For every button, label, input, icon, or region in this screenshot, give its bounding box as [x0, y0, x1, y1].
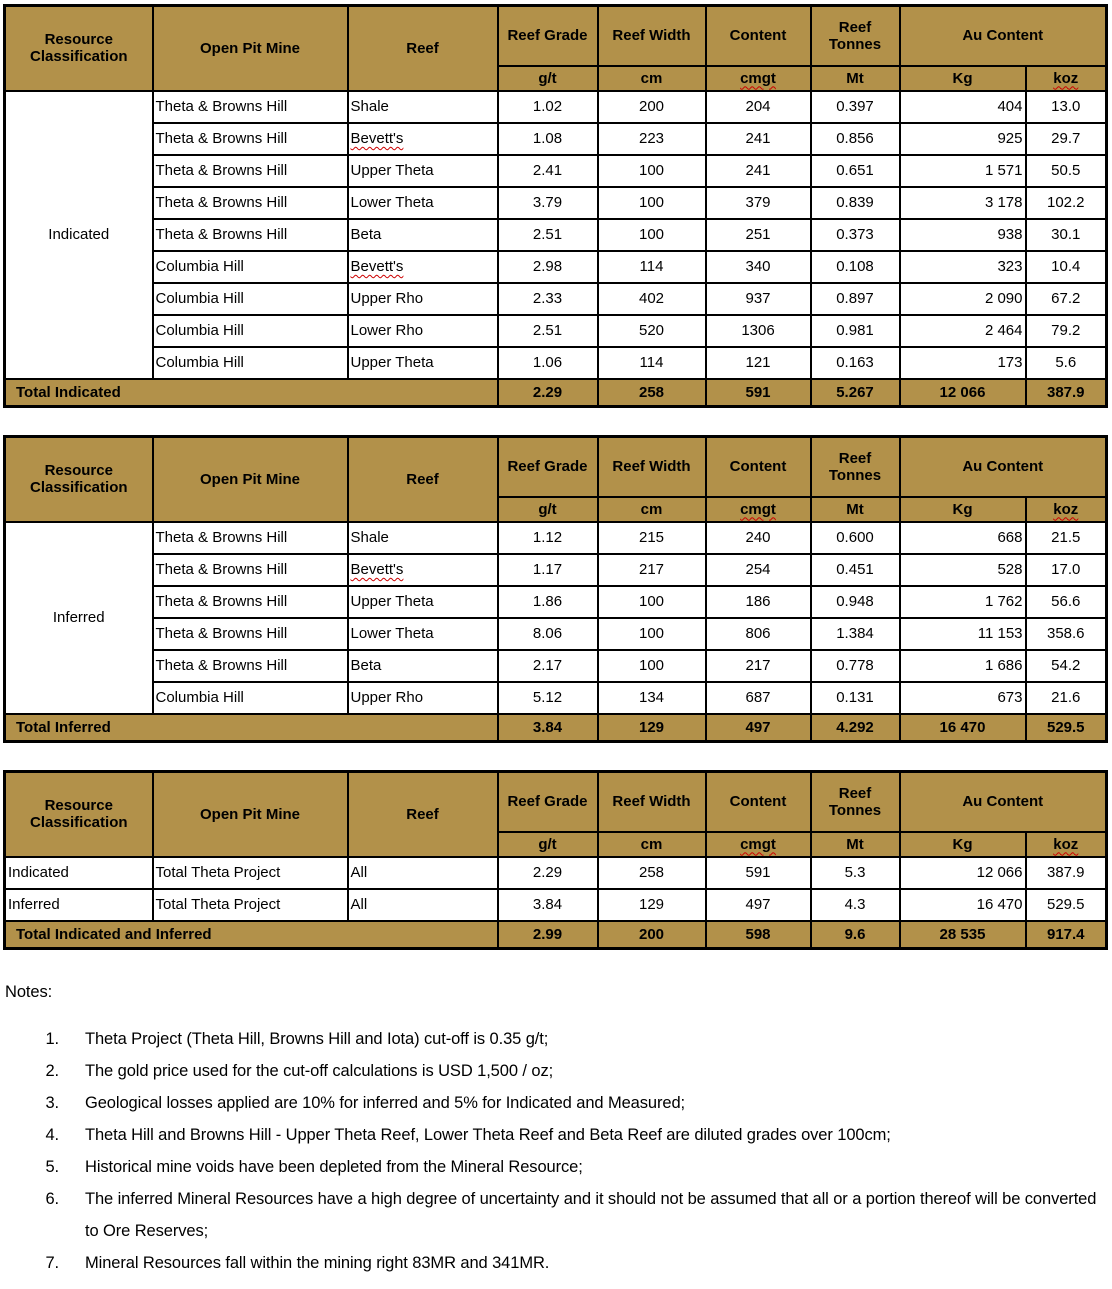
grade-cell: 2.17 [498, 650, 598, 682]
kg-cell: 404 [900, 91, 1026, 123]
kg-cell: 1 571 [900, 155, 1026, 187]
koz-cell: 5.6 [1026, 347, 1107, 379]
open-pit-mine-header: Open Pit Mine [153, 437, 348, 522]
note-number: 6. [45, 1190, 59, 1208]
classification-cell: Inferred [5, 522, 153, 714]
kg-cell: 938 [900, 219, 1026, 251]
koz-cell: 67.2 [1026, 283, 1107, 315]
reef-tonnes-header: Reef Tonnes [811, 6, 900, 66]
tonnes-cell: 4.292 [811, 714, 900, 742]
table-row [5, 889, 1107, 921]
grade-cell: 2.51 [498, 315, 598, 347]
grade-cell: 1.08 [498, 123, 598, 155]
mine-cell: Theta & Browns Hill [153, 155, 348, 187]
note-number: 3. [45, 1094, 59, 1112]
reef-tonnes-header: Reef Tonnes [811, 437, 900, 497]
reef-header: Reef [348, 6, 498, 91]
tonnes-cell: 0.373 [811, 219, 900, 251]
note-text: Theta Project (Theta Hill, Browns Hill and Iota) cut-off is 0.35 g/t; [85, 1030, 549, 1048]
au-content-header: Au Content [900, 6, 1107, 66]
kg-unit: Kg [900, 832, 1026, 857]
table-row [5, 554, 1107, 586]
content-cell: 687 [706, 682, 811, 714]
au-content-header: Au Content [900, 437, 1107, 497]
reef-cell: Lower Theta [348, 187, 498, 219]
width-cell: 134 [598, 682, 706, 714]
tonnes-cell: 5.3 [811, 857, 900, 889]
grade-cell: 1.06 [498, 347, 598, 379]
inferred-resources-table [3, 435, 1108, 743]
content-cell: 806 [706, 618, 811, 650]
tonnes-unit: Mt [811, 832, 900, 857]
reef-cell: Upper Rho [348, 682, 498, 714]
tonnes-cell: 4.3 [811, 889, 900, 921]
tonnes-cell: 1.384 [811, 618, 900, 650]
content-unit: cmgt [706, 832, 811, 857]
open-pit-mine-header: Open Pit Mine [153, 6, 348, 91]
classification-header: Resource Classification [5, 772, 153, 857]
content-cell: 186 [706, 586, 811, 618]
tonnes-cell: 0.600 [811, 522, 900, 554]
grade-cell: 2.33 [498, 283, 598, 315]
kg-cell: 528 [900, 554, 1026, 586]
width-cell: 100 [598, 650, 706, 682]
grade-cell: 2.41 [498, 155, 598, 187]
list-item [3, 1055, 1108, 1087]
grade-cell: 2.29 [498, 379, 598, 407]
width-cell: 200 [598, 91, 706, 123]
total-indicated-row [5, 379, 1107, 407]
width-cell: 215 [598, 522, 706, 554]
grade-unit: g/t [498, 66, 598, 91]
koz-cell: 79.2 [1026, 315, 1107, 347]
mine-cell: Theta & Browns Hill [153, 219, 348, 251]
tonnes-unit: Mt [811, 497, 900, 522]
grade-cell: 2.98 [498, 251, 598, 283]
mine-cell: Total Theta Project [153, 857, 348, 889]
au-content-header: Au Content [900, 772, 1107, 832]
table-row [5, 123, 1107, 155]
list-item [3, 1087, 1108, 1119]
mine-cell: Total Theta Project [153, 889, 348, 921]
tonnes-cell: 0.839 [811, 187, 900, 219]
content-header: Content [706, 6, 811, 66]
koz-cell: 30.1 [1026, 219, 1107, 251]
width-cell: 129 [598, 889, 706, 921]
width-cell: 114 [598, 347, 706, 379]
kg-cell: 12 066 [900, 857, 1026, 889]
classification-cell: Indicated [5, 91, 153, 379]
grade-cell: 1.17 [498, 554, 598, 586]
reef-cell: Bevett's [348, 251, 498, 283]
grade-cell: 1.02 [498, 91, 598, 123]
koz-cell: 56.6 [1026, 586, 1107, 618]
mine-cell: Theta & Browns Hill [153, 618, 348, 650]
kg-cell: 1 762 [900, 586, 1026, 618]
note-number: 7. [45, 1254, 59, 1272]
total-label: Total Indicated and Inferred [5, 921, 498, 949]
reef-grade-header: Reef Grade [498, 437, 598, 497]
mine-cell: Columbia Hill [153, 682, 348, 714]
indicated-resources-table [3, 4, 1108, 408]
note-number: 1. [45, 1030, 59, 1048]
table-row [5, 155, 1107, 187]
grade-cell: 3.84 [498, 889, 598, 921]
content-cell: 121 [706, 347, 811, 379]
grade-cell: 1.86 [498, 586, 598, 618]
tonnes-cell: 0.451 [811, 554, 900, 586]
reef-width-header: Reef Width [598, 437, 706, 497]
reef-cell: Upper Rho [348, 283, 498, 315]
width-cell: 129 [598, 714, 706, 742]
tonnes-cell: 0.948 [811, 586, 900, 618]
content-cell: 497 [706, 889, 811, 921]
reef-width-header: Reef Width [598, 772, 706, 832]
kg-cell: 28 535 [900, 921, 1026, 949]
reef-grade-header: Reef Grade [498, 6, 598, 66]
width-cell: 402 [598, 283, 706, 315]
koz-cell: 10.4 [1026, 251, 1107, 283]
notes-section [3, 977, 1108, 1279]
notes-title: Notes: [5, 983, 53, 1001]
reef-tonnes-header: Reef Tonnes [811, 772, 900, 832]
content-cell: 254 [706, 554, 811, 586]
width-cell: 258 [598, 379, 706, 407]
content-cell: 598 [706, 921, 811, 949]
mine-cell: Theta & Browns Hill [153, 554, 348, 586]
list-item [3, 1023, 1108, 1055]
koz-unit: koz [1026, 66, 1107, 91]
kg-cell: 173 [900, 347, 1026, 379]
kg-unit: Kg [900, 66, 1026, 91]
note-number: 4. [45, 1126, 59, 1144]
tonnes-cell: 0.981 [811, 315, 900, 347]
content-cell: 241 [706, 123, 811, 155]
reef-cell: Shale [348, 522, 498, 554]
content-cell: 937 [706, 283, 811, 315]
note-text: The gold price used for the cut-off calculations is USD 1,500 / oz; [85, 1062, 554, 1080]
grade-cell: 1.12 [498, 522, 598, 554]
reef-grade-header: Reef Grade [498, 772, 598, 832]
note-text: Theta Hill and Browns Hill - Upper Theta Reef, Lower Theta Reef and Beta Reef are diluted grades over 100cm; [85, 1126, 891, 1144]
content-cell: 591 [706, 379, 811, 407]
content-cell: 340 [706, 251, 811, 283]
width-cell: 520 [598, 315, 706, 347]
total-indicated-inferred-row [5, 921, 1107, 949]
note-text: Geological losses applied are 10% for inferred and 5% for Indicated and Measured; [85, 1094, 686, 1112]
koz-cell: 387.9 [1026, 379, 1107, 407]
mine-cell: Theta & Browns Hill [153, 187, 348, 219]
table-row [5, 283, 1107, 315]
classification-header: Resource Classification [5, 6, 153, 91]
reef-cell: Upper Theta [348, 586, 498, 618]
koz-cell: 529.5 [1026, 889, 1107, 921]
tonnes-cell: 0.397 [811, 91, 900, 123]
reef-cell: Lower Theta [348, 618, 498, 650]
reef-cell: All [348, 857, 498, 889]
table-row [5, 187, 1107, 219]
reef-header: Reef [348, 437, 498, 522]
reef-cell: Beta [348, 219, 498, 251]
list-item [3, 1119, 1108, 1151]
width-cell: 100 [598, 187, 706, 219]
note-number: 2. [45, 1062, 59, 1080]
width-unit: cm [598, 66, 706, 91]
total-label: Total Indicated [5, 379, 498, 407]
table-row [5, 586, 1107, 618]
grade-cell: 5.12 [498, 682, 598, 714]
kg-cell: 925 [900, 123, 1026, 155]
koz-cell: 387.9 [1026, 857, 1107, 889]
reef-cell: All [348, 889, 498, 921]
koz-cell: 358.6 [1026, 618, 1107, 650]
kg-cell: 16 470 [900, 889, 1026, 921]
note-text: Mineral Resources fall within the mining right 83MR and 341MR. [85, 1254, 550, 1272]
reef-cell: Bevett's [348, 123, 498, 155]
koz-cell: 21.6 [1026, 682, 1107, 714]
tonnes-cell: 0.897 [811, 283, 900, 315]
reef-cell: Bevett's [348, 554, 498, 586]
content-cell: 204 [706, 91, 811, 123]
width-unit: cm [598, 832, 706, 857]
classification-header: Resource Classification [5, 437, 153, 522]
content-cell: 379 [706, 187, 811, 219]
classification-cell: Inferred [5, 889, 153, 921]
koz-cell: 50.5 [1026, 155, 1107, 187]
koz-cell: 917.4 [1026, 921, 1107, 949]
content-cell: 217 [706, 650, 811, 682]
content-header: Content [706, 437, 811, 497]
tonnes-cell: 0.108 [811, 251, 900, 283]
mine-cell: Theta & Browns Hill [153, 91, 348, 123]
kg-cell: 3 178 [900, 187, 1026, 219]
width-cell: 114 [598, 251, 706, 283]
reef-header: Reef [348, 772, 498, 857]
width-cell: 100 [598, 618, 706, 650]
mine-cell: Theta & Browns Hill [153, 586, 348, 618]
reef-cell: Upper Theta [348, 155, 498, 187]
kg-cell: 323 [900, 251, 1026, 283]
kg-cell: 12 066 [900, 379, 1026, 407]
width-cell: 217 [598, 554, 706, 586]
table-row [5, 251, 1107, 283]
koz-cell: 29.7 [1026, 123, 1107, 155]
reef-cell: Upper Theta [348, 347, 498, 379]
grade-cell: 2.29 [498, 857, 598, 889]
mine-cell: Theta & Browns Hill [153, 650, 348, 682]
list-item [3, 1247, 1108, 1279]
note-text: Historical mine voids have been depleted from the Mineral Resource; [85, 1158, 583, 1176]
note-text: The inferred Mineral Resources have a high degree of uncertainty and it should not be assumed that all or a portion thereof will be converted to Ore Reserves; [85, 1190, 1097, 1240]
reef-cell: Shale [348, 91, 498, 123]
tonnes-cell: 0.131 [811, 682, 900, 714]
kg-cell: 1 686 [900, 650, 1026, 682]
kg-cell: 2 464 [900, 315, 1026, 347]
reef-width-header: Reef Width [598, 6, 706, 66]
kg-cell: 668 [900, 522, 1026, 554]
reef-cell: Beta [348, 650, 498, 682]
grade-cell: 2.99 [498, 921, 598, 949]
koz-cell: 21.5 [1026, 522, 1107, 554]
table-row [5, 618, 1107, 650]
koz-cell: 17.0 [1026, 554, 1107, 586]
content-cell: 251 [706, 219, 811, 251]
content-cell: 241 [706, 155, 811, 187]
summary-resources-table [3, 770, 1108, 950]
mine-cell: Columbia Hill [153, 251, 348, 283]
kg-cell: 16 470 [900, 714, 1026, 742]
content-unit: cmgt [706, 497, 811, 522]
mine-cell: Theta & Browns Hill [153, 522, 348, 554]
tonnes-cell: 0.651 [811, 155, 900, 187]
mine-cell: Columbia Hill [153, 347, 348, 379]
content-cell: 591 [706, 857, 811, 889]
kg-cell: 11 153 [900, 618, 1026, 650]
width-unit: cm [598, 497, 706, 522]
total-label: Total Inferred [5, 714, 498, 742]
koz-cell: 529.5 [1026, 714, 1107, 742]
grade-unit: g/t [498, 832, 598, 857]
grade-cell: 8.06 [498, 618, 598, 650]
tonnes-cell: 9.6 [811, 921, 900, 949]
tonnes-cell: 0.856 [811, 123, 900, 155]
table-row [5, 91, 1107, 123]
table-row [5, 857, 1107, 889]
tonnes-cell: 5.267 [811, 379, 900, 407]
grade-cell: 2.51 [498, 219, 598, 251]
grade-cell: 3.79 [498, 187, 598, 219]
grade-unit: g/t [498, 497, 598, 522]
tonnes-unit: Mt [811, 66, 900, 91]
open-pit-mine-header: Open Pit Mine [153, 772, 348, 857]
koz-cell: 102.2 [1026, 187, 1107, 219]
tonnes-cell: 0.163 [811, 347, 900, 379]
content-header: Content [706, 772, 811, 832]
table-row [5, 650, 1107, 682]
width-cell: 223 [598, 123, 706, 155]
classification-cell: Indicated [5, 857, 153, 889]
kg-cell: 2 090 [900, 283, 1026, 315]
koz-unit: koz [1026, 497, 1107, 522]
koz-unit: koz [1026, 832, 1107, 857]
tonnes-cell: 0.778 [811, 650, 900, 682]
width-cell: 100 [598, 155, 706, 187]
table-row [5, 347, 1107, 379]
note-number: 5. [45, 1158, 59, 1176]
mine-cell: Columbia Hill [153, 283, 348, 315]
reef-cell: Lower Rho [348, 315, 498, 347]
width-cell: 100 [598, 586, 706, 618]
koz-cell: 13.0 [1026, 91, 1107, 123]
width-cell: 258 [598, 857, 706, 889]
kg-cell: 673 [900, 682, 1026, 714]
table-row [5, 522, 1107, 554]
kg-unit: Kg [900, 497, 1026, 522]
mine-cell: Theta & Browns Hill [153, 123, 348, 155]
notes-list [3, 1023, 1108, 1279]
width-cell: 200 [598, 921, 706, 949]
content-unit: cmgt [706, 66, 811, 91]
list-item [3, 1183, 1108, 1247]
table-row [5, 682, 1107, 714]
width-cell: 100 [598, 219, 706, 251]
table-row [5, 315, 1107, 347]
table-row [5, 219, 1107, 251]
content-cell: 240 [706, 522, 811, 554]
koz-cell: 54.2 [1026, 650, 1107, 682]
total-inferred-row [5, 714, 1107, 742]
list-item [3, 1151, 1108, 1183]
content-cell: 1306 [706, 315, 811, 347]
grade-cell: 3.84 [498, 714, 598, 742]
mine-cell: Columbia Hill [153, 315, 348, 347]
content-cell: 497 [706, 714, 811, 742]
